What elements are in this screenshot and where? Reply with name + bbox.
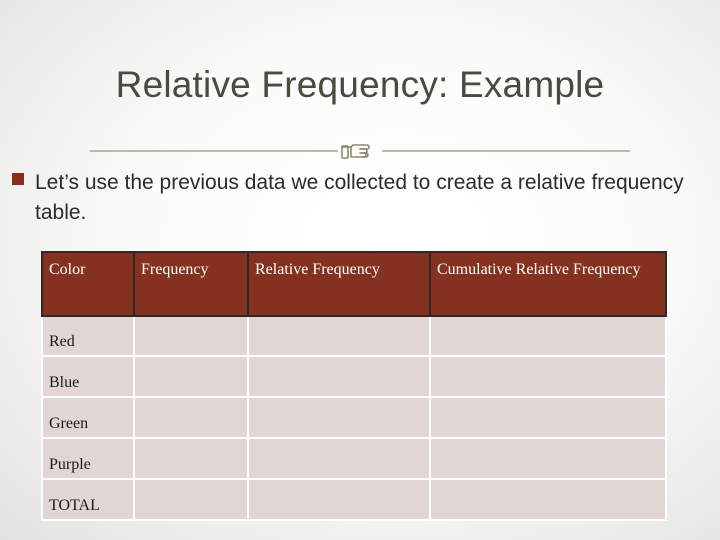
cumulative-relative-frequency-cell — [430, 397, 666, 438]
header-cumulative-relative-frequency: Cumulative Relative Frequency — [430, 252, 666, 316]
header-color: Color — [42, 252, 134, 316]
relative-frequency-cell — [248, 438, 430, 479]
header-frequency: Frequency — [134, 252, 248, 316]
row-label: TOTAL — [42, 479, 134, 520]
cumulative-relative-frequency-cell — [430, 438, 666, 479]
header-relative-frequency: Relative Frequency — [248, 252, 430, 316]
row-label: Blue — [42, 356, 134, 397]
row-label: Green — [42, 397, 134, 438]
table-row — [42, 479, 666, 520]
bullet-text: Let’s use the previous data we collected to create a relative frequency table. — [35, 171, 684, 224]
frequency-cell — [134, 397, 248, 438]
relative-frequency-cell — [248, 479, 430, 520]
frequency-cell — [134, 356, 248, 397]
relative-frequency-cell — [248, 316, 430, 356]
bullet-square-icon — [12, 173, 24, 185]
frequency-table — [41, 251, 667, 521]
row-label: Red — [42, 316, 134, 356]
slide-title: Relative Frequency: Example — [115, 64, 605, 105]
hand-pointing-icon — [342, 145, 369, 158]
table-header-row — [42, 252, 666, 316]
frequency-cell — [134, 438, 248, 479]
table-row — [42, 316, 666, 356]
relative-frequency-cell — [248, 356, 430, 397]
relative-frequency-cell — [248, 397, 430, 438]
frequency-cell — [134, 316, 248, 356]
cumulative-relative-frequency-cell — [430, 479, 666, 520]
table-row — [42, 397, 666, 438]
cumulative-relative-frequency-cell — [430, 316, 666, 356]
table-row — [42, 438, 666, 479]
title-divider — [90, 138, 630, 162]
table-row — [42, 356, 666, 397]
frequency-cell — [134, 479, 248, 520]
cumulative-relative-frequency-cell — [430, 356, 666, 397]
row-label: Purple — [42, 438, 134, 479]
